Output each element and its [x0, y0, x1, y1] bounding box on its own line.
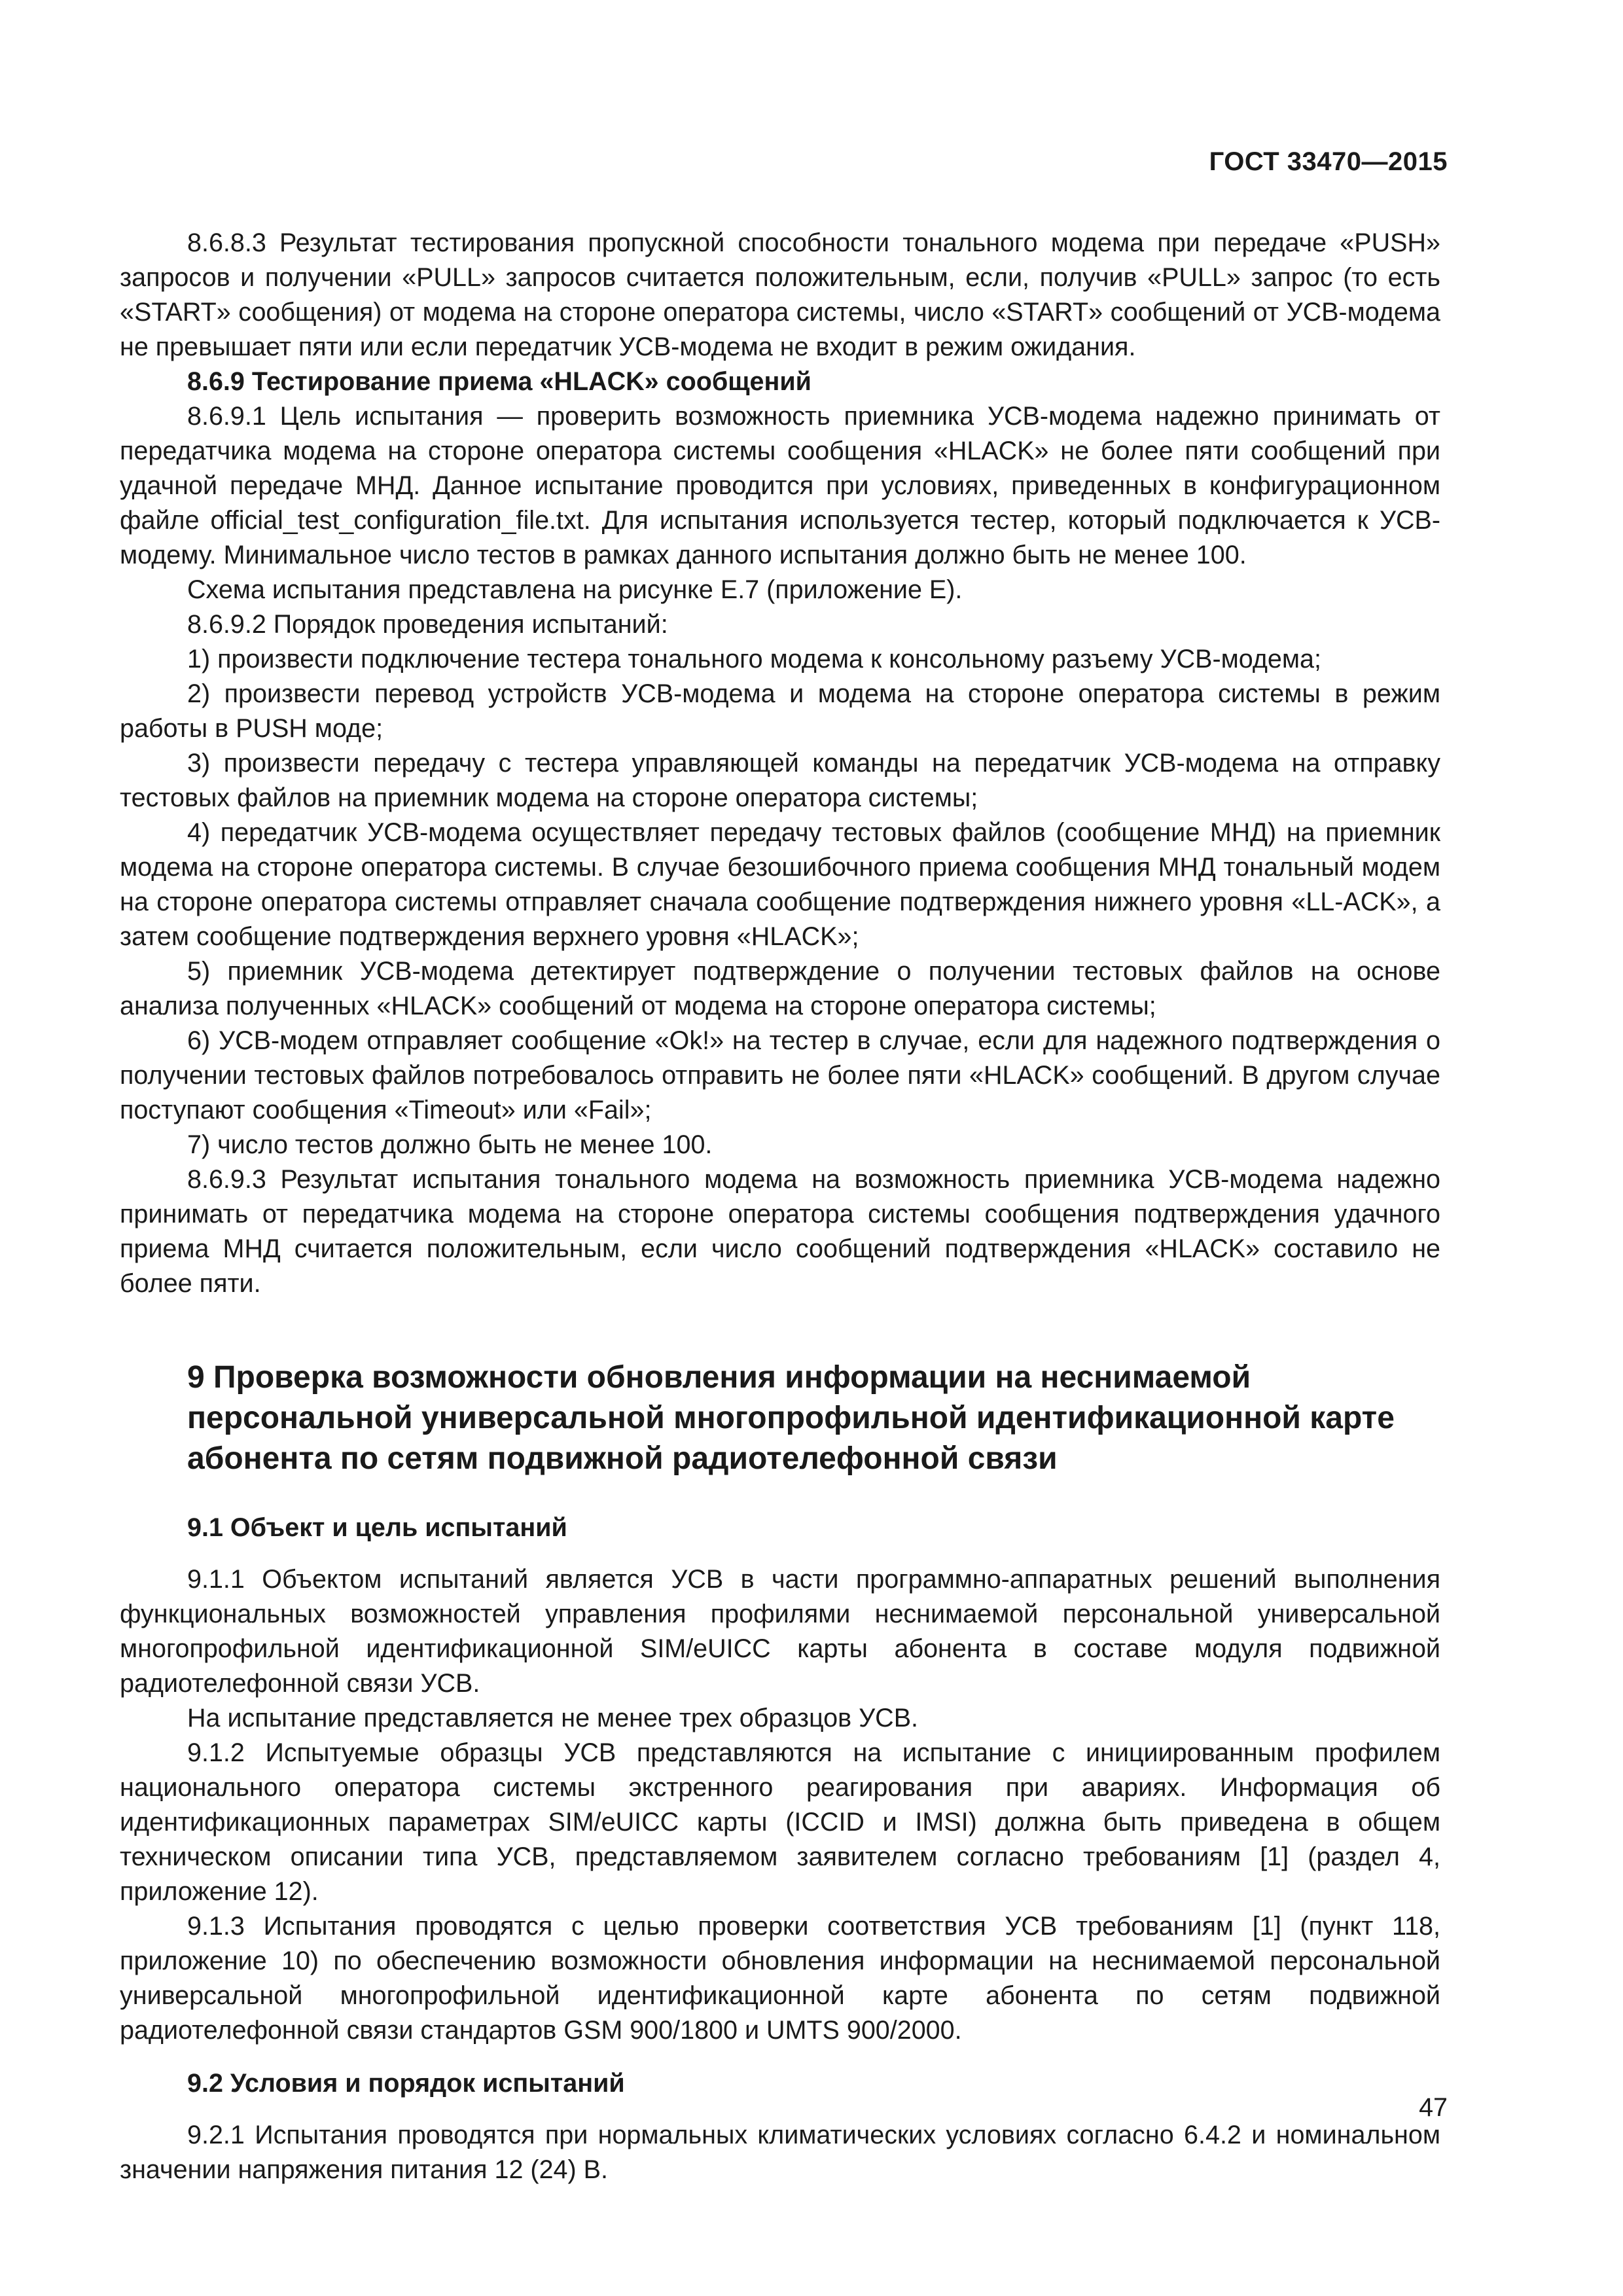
list-item-step-6: 6) УСВ-модем отправляет сообщение «Ok!» на тестер в случае, если для надежного подтверждения о получении тестовых файлов потребовалось отправить не более пяти «HLACK» сообщений. В другом случае поступают сообщения «Timeout» или «Fail»;: [120, 1026, 1440, 1124]
paragraph-9-1-1: 9.1.1 Объектом испытаний является УСВ в части программно-аппаратных решений выполнения функциональных возможностей управления профилями неснимаемой персональной универсальной многопрофильной идентификационной SIM/eUICC карты абонента в составе модуля подвижной радиотелефонной связи УСВ.: [120, 1565, 1440, 1698]
list-item-step-7: 7) число тестов должно быть не менее 100.: [187, 1130, 713, 1159]
document-code-header: ГОСТ 33470—2015: [1209, 147, 1448, 176]
subsection-heading-8-6-9: 8.6.9 Тестирование приема «HLACK» сообщений: [187, 367, 812, 396]
paragraph-9-2-1: 9.2.1 Испытания проводятся при нормальных климатических условиях согласно 6.4.2 и номинальном значении напряжения питания 12 (24) В.: [120, 2121, 1440, 2184]
list-item-step-4: 4) передатчик УСВ-модема осуществляет передачу тестовых файлов (сообщение МНД) на приемник модема на стороне оператора системы. В случае безошибочного приема сообщения МНД тональный модем на стороне оператора системы отправляет сначала сообщение подтверждения нижнего уровня «LL-ACK», а затем сообщение подтверждения верхнего уровня «HLACK»;: [120, 818, 1440, 951]
page-number: 47: [1419, 2093, 1448, 2122]
list-item-step-3: 3) произвести передачу с тестера управляющей команды на передатчик УСВ-модема на отправку тестовых файлов на приемник модема на стороне оператора системы;: [120, 749, 1440, 812]
paragraph-samples: На испытание представляется не менее трех образцов УСВ.: [187, 1704, 919, 1732]
list-item-step-1: 1) произвести подключение тестера тонального модема к консольному разъему УСВ-модема;: [187, 645, 1321, 673]
page-body: [120, 226, 1440, 2187]
paragraph-9-1-2: 9.1.2 Испытуемые образцы УСВ представляются на испытание с инициированным профилем национального оператора системы экстренного реагирования при авариях. Информация об идентификационных параметрах SIM/eUICC карты (ICCID и IMSI) должна быть приведена в общем техническом описании типа УСВ, представляемом заявителем согласно требованиям [1] (раздел 4, приложение 12).: [120, 1738, 1440, 1906]
paragraph-8-6-9-2: 8.6.9.2 Порядок проведения испытаний:: [187, 610, 668, 639]
paragraph-9-1-3: 9.1.3 Испытания проводятся с целью проверки соответствия УСВ требованиям [1] (пункт 118, приложение 10) по обеспечению возможности обновления информации на неснимаемой персональной универсальной многопрофильной идентификационной карте абонента по сетям подвижной радиотелефонной связи стандартов GSM 900/1800 и UMTS 900/2000.: [120, 1912, 1440, 2045]
paragraph-8-6-9-1: 8.6.9.1 Цель испытания — проверить возможность приемника УСВ-модема надежно принимать от передатчика модема на стороне оператора системы сообщения «HLACK» не более пяти сообщений при удачной передаче МНД. Данное испытание проводится при условиях, приведенных в конфигурационном файле official_test_configuration_file.txt. Для испытания используется тестер, который подключается к УСВ-модему. Минимальное число тестов в рамках данного испытания должно быть не менее 100.: [120, 402, 1440, 569]
paragraph-8-6-8-3: 8.6.8.3 Результат тестирования пропускной способности тонального модема при передаче «PUSH» запросов и получении «PULL» запросов считается положительным, если, получив «PULL» запрос (то есть «START» сообщения) от модема на стороне оператора системы, число «START» сообщений от УСВ-модема не превышает пяти или если передатчик УСВ-модема не входит в режим ожидания.: [120, 228, 1440, 361]
paragraph-scheme-reference: Схема испытания представлена на рисунке Е.7 (приложение Е).: [187, 575, 963, 604]
subsection-heading-9-2: 9.2 Условия и порядок испытаний: [187, 2069, 625, 2098]
paragraph-8-6-9-3: 8.6.9.3 Результат испытания тонального модема на возможность приемника УСВ-модема надежно принимать от передатчика модема на стороне оператора системы сообщения подтверждения удачного приема МНД считается положительным, если число сообщений подтверждения «HLACK» составило не более пяти.: [120, 1165, 1440, 1298]
list-item-step-5: 5) приемник УСВ-модема детектирует подтверждение о получении тестовых файлов на основе анализа полученных «HLACK» сообщений от модема на стороне оператора системы;: [120, 957, 1440, 1020]
list-item-step-2: 2) произвести перевод устройств УСВ-модема и модема на стороне оператора системы в режим работы в PUSH моде;: [120, 679, 1440, 743]
subsection-heading-9-1: 9.1 Объект и цель испытаний: [187, 1513, 567, 1542]
section-9-title: 9 Проверка возможности обновления информации на неснимаемой персональной универсальной многопрофильной идентификационной карте абонента по сетям подвижной радиотелефонной связи: [187, 1360, 1395, 1476]
